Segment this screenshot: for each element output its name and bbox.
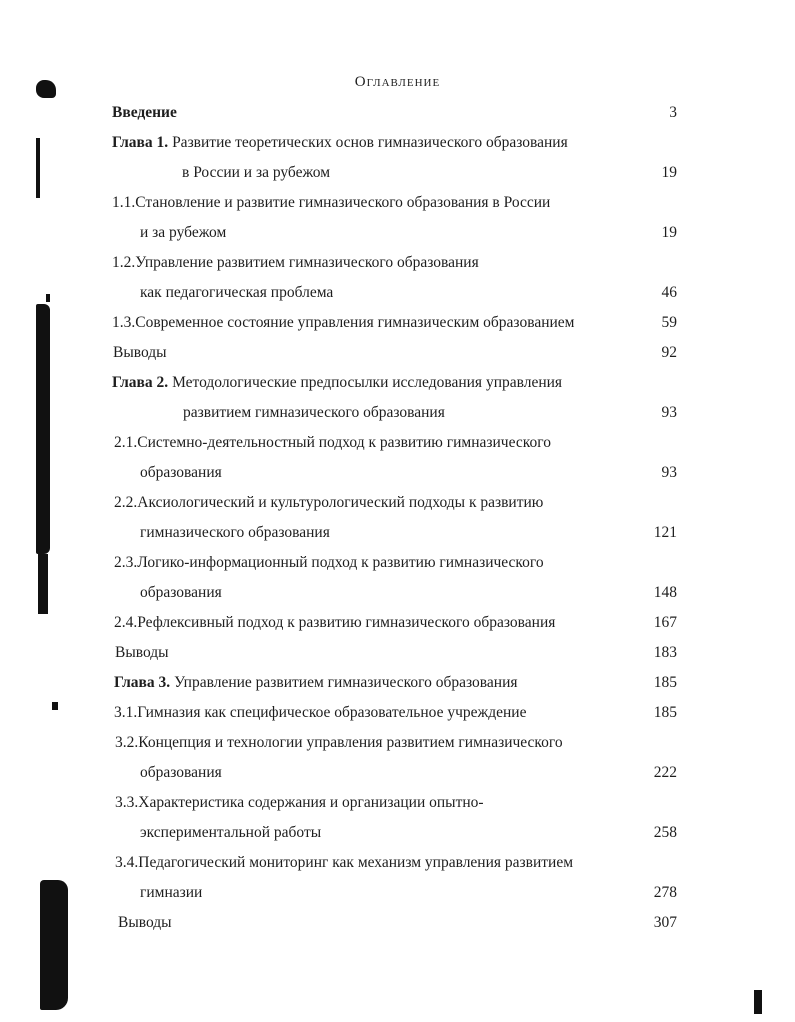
toc-entry <box>112 103 177 123</box>
scan-artifact <box>52 702 58 710</box>
toc-entry <box>140 583 222 603</box>
toc-entry-text: 2.3.Логико-информационный подход к развитию гимназического <box>114 554 544 571</box>
toc-entry-text: гимназического образования <box>140 524 330 541</box>
toc-entry <box>140 463 222 483</box>
toc-entry-text: образования <box>140 764 222 781</box>
toc-entry <box>112 133 568 153</box>
toc-page-number: 148 <box>653 584 677 601</box>
toc-entry-text: 3.1.Гимназия как специфическое образовательное учреждение <box>114 704 527 721</box>
toc-page-number: 93 <box>661 404 677 421</box>
toc-page-number: 185 <box>653 704 677 721</box>
scan-artifact <box>46 294 50 302</box>
toc-entry-text: Управление развитием гимназического образования <box>170 674 518 691</box>
toc-entry-text: и за рубежом <box>140 224 227 241</box>
toc-entry <box>115 793 484 813</box>
toc-page-number: 19 <box>661 164 677 181</box>
toc-page-number: 167 <box>653 614 677 631</box>
toc-page-number: 258 <box>653 824 677 841</box>
toc-entry-text: 3.4.Педагогический мониторинг как механизм управления развитием <box>115 854 574 871</box>
toc-entry-heading: Глава 3. <box>114 674 171 691</box>
toc-entry <box>112 193 550 213</box>
toc-page-number: 93 <box>661 464 677 481</box>
toc-entry <box>140 763 222 783</box>
toc-entry-text: 1.1.Становление и развитие гимназического образования в России <box>112 194 551 211</box>
page-title: Оглавление <box>354 74 441 90</box>
toc-entry-text: 2.1.Системно-деятельностный подход к развитию гимназического <box>114 434 551 451</box>
toc-entry <box>115 643 169 663</box>
scan-artifact <box>40 880 68 1010</box>
toc-entry-text: Выводы <box>113 344 167 361</box>
toc-page-number: 19 <box>661 224 677 241</box>
toc-entry-text: развитием гимназического образования <box>183 404 445 421</box>
toc-entry <box>114 493 543 513</box>
toc-entry <box>112 313 574 333</box>
toc-page-number: 121 <box>653 524 677 541</box>
toc-page-number: 92 <box>661 344 677 361</box>
toc-entry <box>112 373 562 393</box>
toc-entry <box>118 913 172 933</box>
scan-artifact <box>38 554 48 614</box>
toc-entry <box>182 163 330 183</box>
toc-page-number: 59 <box>661 314 677 331</box>
toc-entry <box>140 523 330 543</box>
toc-entry-text: в России и за рубежом <box>182 164 331 181</box>
toc-entry-text: гимназии <box>140 884 203 901</box>
toc-page-number: 46 <box>661 284 677 301</box>
toc-entry-text: экспериментальной работы <box>140 824 322 841</box>
toc-entry-text: 3.2.Концепция и технологии управления развитием гимназического <box>115 734 563 751</box>
toc-entry <box>140 883 202 903</box>
toc-entry-text: Методологические предпосылки исследования управления <box>168 374 563 391</box>
toc-entry-text: Развитие теоретических основ гимназического образования <box>168 134 568 151</box>
toc-entry <box>140 223 226 243</box>
toc-page-number: 185 <box>653 674 677 691</box>
toc-entry-text: образования <box>140 464 222 481</box>
toc-entry <box>114 673 518 693</box>
toc-entry <box>115 853 573 873</box>
scan-artifact <box>36 138 40 198</box>
toc-entry <box>140 823 321 843</box>
toc-entry <box>114 703 526 723</box>
toc-page-number: 278 <box>653 884 677 901</box>
toc-entry <box>114 613 555 633</box>
toc-entry-heading: Глава 1. <box>112 134 169 151</box>
toc-entry-heading: Введение <box>112 104 177 121</box>
toc-entry-text: как педагогическая проблема <box>140 284 334 301</box>
toc-entry <box>112 253 479 273</box>
toc-entry <box>183 403 445 423</box>
scan-artifact <box>754 990 762 1014</box>
toc-page-number: 3 <box>669 104 677 121</box>
toc-entry <box>114 553 544 573</box>
toc-entry-text: образования <box>140 584 222 601</box>
toc-page-number: 222 <box>653 764 677 781</box>
toc-entry-heading: Глава 2. <box>112 374 169 391</box>
toc-entry-text: 1.2.Управление развитием гимназического образования <box>112 254 479 271</box>
toc-page-number: 183 <box>653 644 677 661</box>
toc-entry-text: 1.3.Современное состояние управления гимназическим образованием <box>112 314 575 331</box>
toc-entry <box>113 343 167 363</box>
toc-entry <box>114 433 551 453</box>
toc-entry-text: Выводы <box>115 644 169 661</box>
scan-artifact <box>36 304 50 554</box>
toc-entry-text: 2.4.Рефлексивный подход к развитию гимназического образования <box>114 614 556 631</box>
toc-entry <box>115 733 563 753</box>
toc-entry-text: 3.3.Характеристика содержания и организации опытно- <box>115 794 484 811</box>
toc-page-number: 307 <box>653 914 677 931</box>
toc-entry <box>140 283 333 303</box>
toc-entry-text: Выводы <box>118 914 172 931</box>
toc-entry-text: 2.2.Аксиологический и культурологический подходы к развитию <box>114 494 544 511</box>
